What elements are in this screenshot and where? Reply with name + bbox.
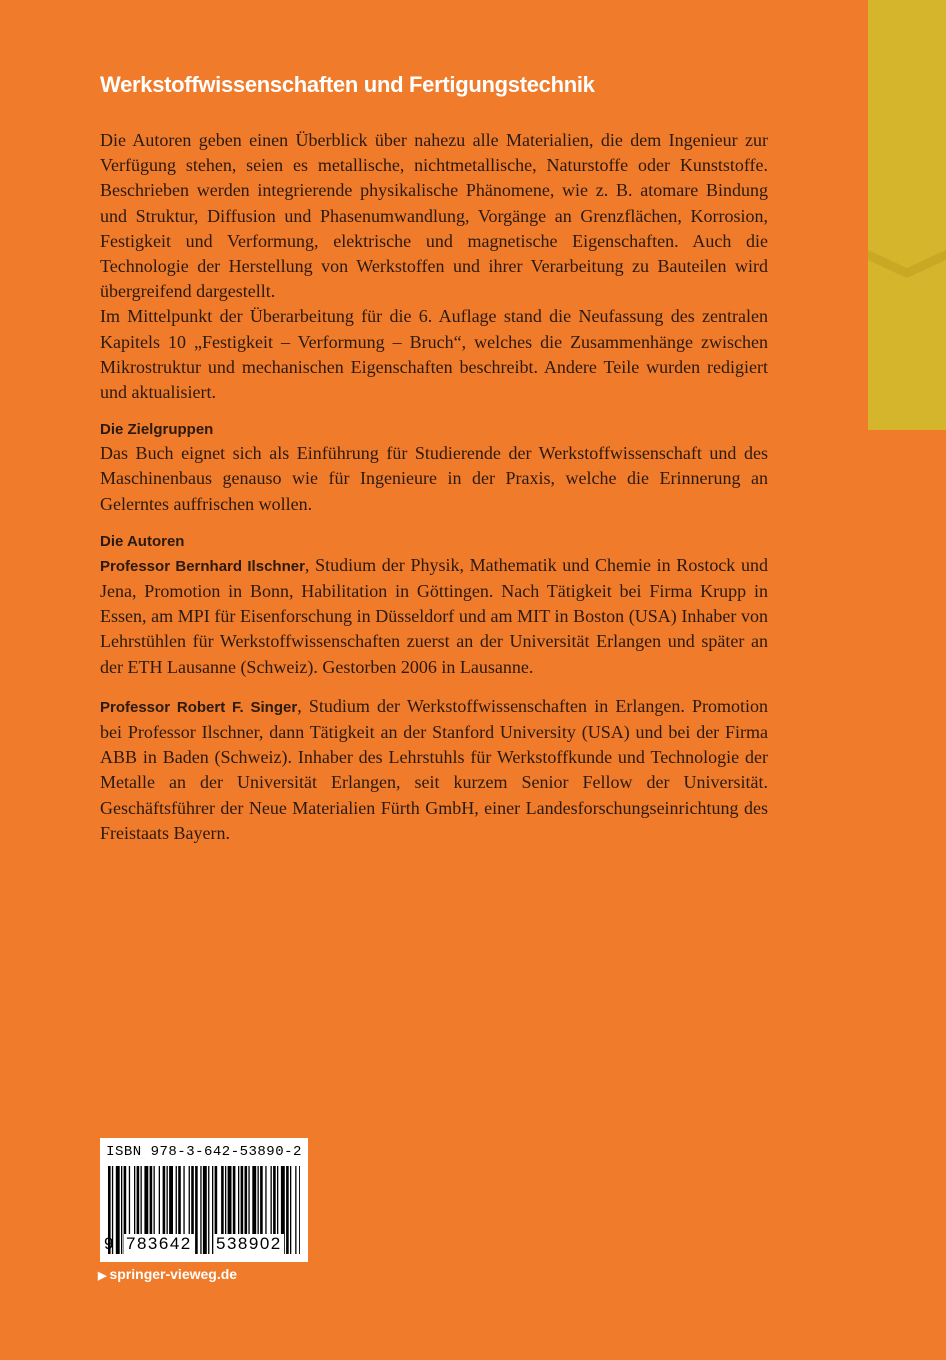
author-ilschner-bio [100, 553, 768, 680]
ean-right-digits: 538902 [216, 1234, 282, 1253]
target-group-text: Das Buch eignet sich als Einführung für Studierende der Werkstoffwissenschaft und des Maschinenbaus genauso wie für Ingenieure in der Praxis, welche die Erinnerung an Gelerntes auffrischen wollen. [100, 443, 768, 514]
target-group-heading: Die Zielgruppen [100, 421, 214, 439]
author-singer-bio [100, 694, 768, 846]
edition-paragraph: Im Mittelpunkt der Überarbeitung für die 6. Auflage stand die Neufassung des zentralen Kapitels 10 „Festigkeit – Verformung – Bruch“, welches die Zusammenhänge zwischen Mikrostruktur und mechanischen Eigenschaften beschreibt. Andere Teile wurden redigiert und aktualisiert. [100, 306, 768, 403]
isbn-number: ISBN 978-3-642-53890-2 [106, 1144, 302, 1160]
intro-paragraph: Die Autoren geben einen Überblick über nahezu alle Materialien, die dem Ingenieur zur Verfügung stehen, seien es metallische, nichtmetallische, Naturstoffe oder Kunststoffe. Beschrieben werden integrierende physikalische Phänomene, wie z. B. atomare Bindung und Struktur, Diffusion und Phasenumwandlung, Vorgänge an Grenzflächen, Korrosion, Festigkeit und Verformung, elektrische und magnetische Eigenschaften. Auch die Technologie der Herstellung von Werkstoffen und ihrer Verarbeitung zu Bauteilen wird übergreifend dargestellt. [100, 130, 768, 302]
ean-digits [100, 1234, 308, 1258]
ean-first-digit: 9 [104, 1234, 114, 1253]
isbn-barcode [100, 1138, 308, 1262]
author-ilschner-text: , Studium der Physik, Mathematik und Chemie in Rostock und Jena, Promotion in Bonn, Habilitation in Göttingen. Nach Tätigkeit bei Firma Krupp in Essen, am MPI für Eisenforschung in Düsseldorf und am MIT in Boston (USA) Inhaber von Lehrstühlen für Werkstoffwissenschaften zuerst an der Universität Erlangen und später an der ETH Lausanne (Schweiz). Gestorben 2006 in Lausanne. [100, 554, 768, 677]
website-text: springer-vieweg.de [109, 1266, 238, 1282]
book-series-title: Werkstoffwissenschaften und Fertigungstechnik [100, 72, 595, 97]
author-singer-text: , Studium der Werkstoffwissenschaften in Erlangen. Promotion bei Professor Ilschner, dann Tätigkeit an der Stanford University (USA) und bei der Firma ABB in Baden (Schweiz). Inhaber des Lehrstuhls für Werkstoffkunde und Technologie der Metalle an der Universität Erlangen, seit kurzem Senior Fellow der Universität. Geschäftsführer der Neue Materialien Fürth GmbH, einer Landesforschungseinrichtung des Freistaats Bayern. [100, 695, 768, 843]
authors-heading: Die Autoren [100, 532, 185, 550]
back-cover-text [100, 72, 768, 846]
side-color-band [868, 0, 946, 430]
arrow-right-icon: ▶ [98, 1270, 107, 1282]
author-singer-name: Professor Robert F. Singer [100, 698, 298, 716]
author-ilschner-name: Professor Bernhard Ilschner [100, 557, 305, 575]
side-band-chevron [868, 250, 946, 280]
publisher-website[interactable] [98, 1266, 237, 1282]
ean-left-digits: 783642 [126, 1234, 192, 1253]
